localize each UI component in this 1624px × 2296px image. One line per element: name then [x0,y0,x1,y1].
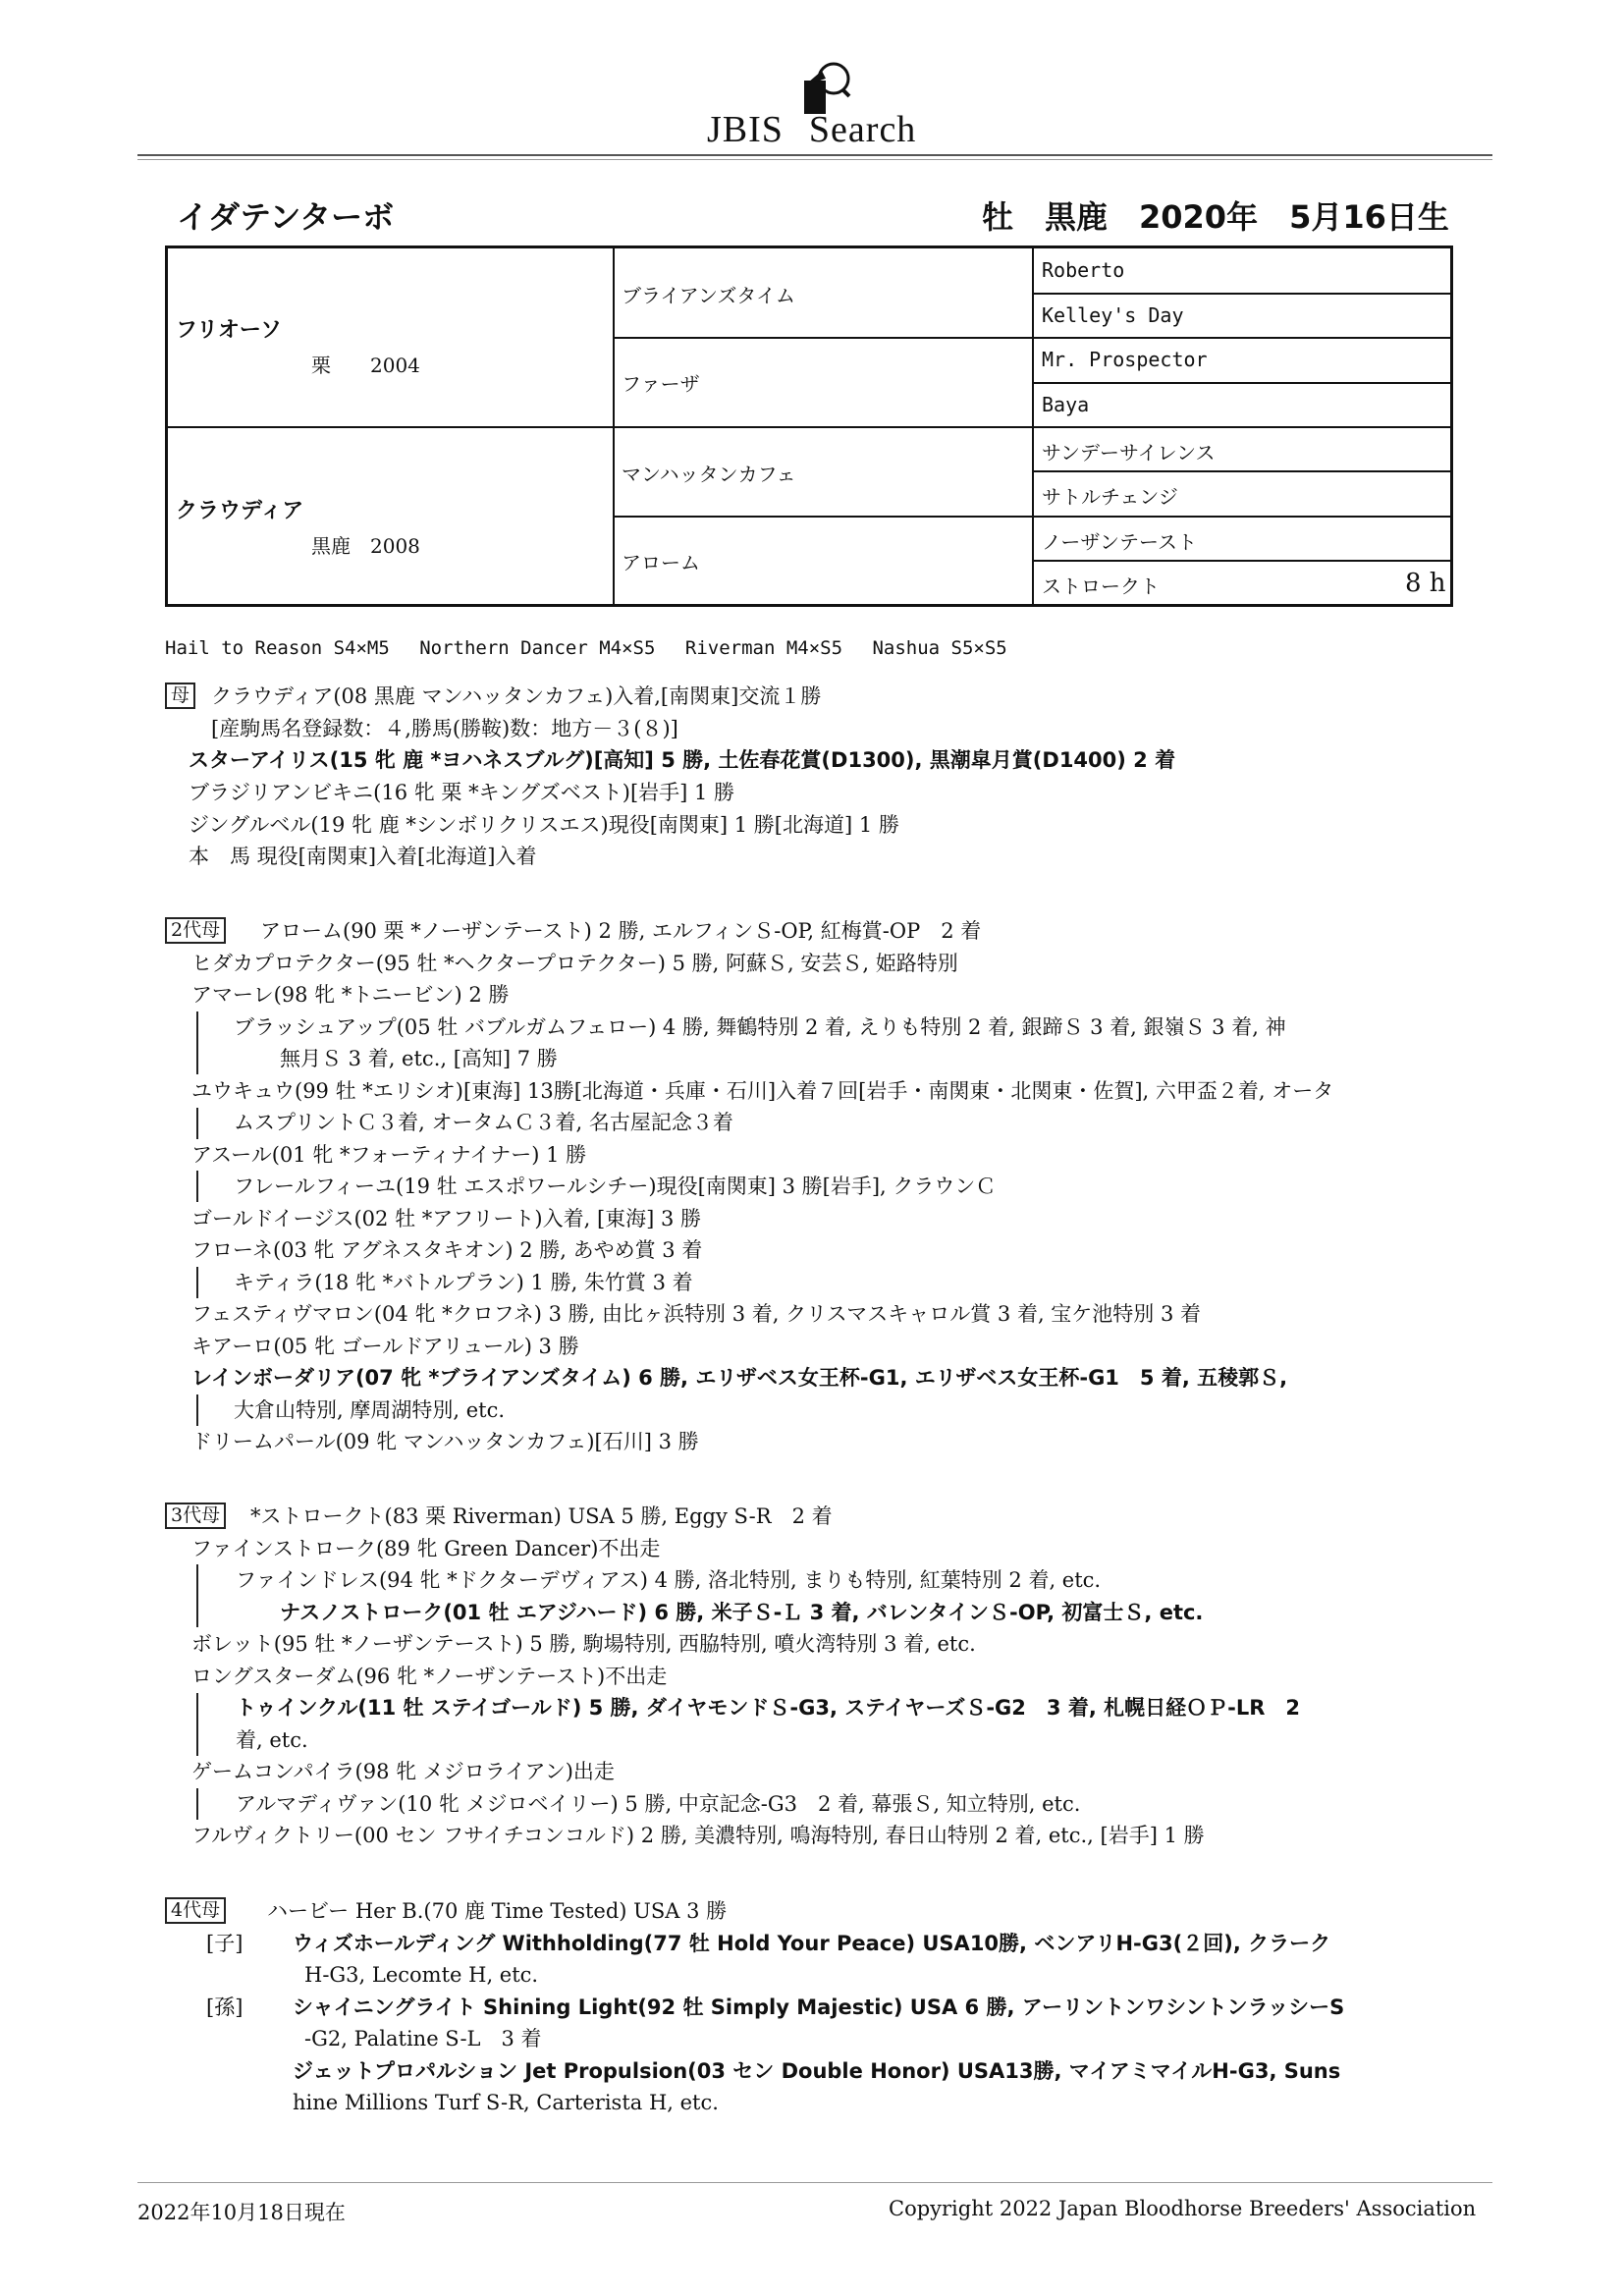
pedigree-right-1: Roberto [1042,258,1125,282]
pedigree-right-5: サンデーサイレンス [1042,441,1216,465]
pedigree-mid-4: アローム [622,551,700,574]
footer-date: 2022年10月18日現在 [137,2201,346,2224]
text-line: スターアイリス(15 牝 鹿 *ヨハネスブルグ)[高知] 5 勝, 土佐春花賞(D1300), 黒潮皐月賞(D1400) 2 着 [189,748,1176,772]
text-line: 本 馬 現役[南関東]入着[北海道]入着 [189,845,537,868]
indent-bar [196,1788,198,1820]
indent-bar [196,1108,198,1139]
text-line: -G2, Palatine S-L 3 着 [304,2027,542,2050]
text-line: ボレット(95 牡 *ノーザンテースト) 5 勝, 駒場特別, 西脇特別, 噴火湾特別 3 着, etc. [191,1632,976,1656]
indent-bar [196,1171,198,1202]
text-line: ムスプリントＣ３着, オータムＣ３着, 名古屋記念３着 [234,1111,733,1134]
text-line: トゥインクル(11 牡 ステイゴールド) 5 勝, ダイヤモンドＳ-G3, ステイヤーズＳ-G2 3 着, 札幌日経ＯＰ-LR 2 [236,1696,1300,1720]
text-line: キティラ(18 牝 *バトルプラン) 1 勝, 朱竹賞 3 着 [234,1271,693,1294]
indent-bar [196,1564,198,1627]
text-line: ウィズホールディング Withholding(77 牡 Hold Your Peace) USA10勝, ベンアリH-G3(２回), クラーク [293,1932,1331,1955]
text-line: 大倉山特別, 摩周湖特別, etc. [234,1398,506,1422]
text-line: ジェットプロパルション Jet Propulsion(03 セン Double Honor) USA13勝, マイアミマイルH-G3, Suns [293,2059,1341,2083]
pedigree-mid-1: ブライアンズタイム [622,284,795,307]
text-line: 着, etc. [236,1728,308,1752]
dam-detail: 黒鹿 2008 [311,534,420,558]
pedigree-right-6: サトルチェンジ [1042,485,1178,509]
section-tag: 4代母 [165,1897,226,1924]
indent-bar [196,1394,198,1426]
logo-jbis: JBIS [707,109,784,150]
footer-rule [137,2182,1492,2183]
pedigree-right-2: Kelley's Day [1042,303,1184,327]
text-line: アローム(90 栗 *ノーザンテースト) 2 勝, エルフィンＳ-OP, 紅梅賞-OP 2 着 [260,919,982,943]
pedigree-right-7: ノーザンテースト [1042,530,1197,554]
text-line: ゴールドイージス(02 牡 *アフリート)入着, [東海] 3 勝 [191,1207,702,1230]
header-rule [137,154,1492,156]
text-line: ハービー Her B.(70 鹿 Time Tested) USA 3 勝 [267,1899,728,1923]
dam-cell [176,494,420,559]
indent-bar [196,1011,198,1074]
indent-bar [196,1693,198,1756]
text-line: ファインストローク(89 牝 Green Dancer)不出走 [191,1537,661,1560]
jbis-search-logo [0,57,1624,150]
text-line: シャイニングライト Shining Light(92 牡 Simply Majestic) USA 6 勝, アーリントンワシントンラッシーS [293,1995,1345,2019]
logo-text [707,108,916,151]
pedigree-mid-2: ファーザ [622,372,700,396]
text-line: ジングルベル(19 牝 鹿 *シンボリクリスエス)現役[南関東] 1 勝[北海道] 1 勝 [189,813,899,837]
logo-search: Search [808,109,917,150]
text-line: ユウキュウ(99 牡 *エリシオ)[東海] 13勝[北海道・兵庫・石川]入着７回[岩手・南関東・北関東・佐賀], 六甲盃２着, オータ [191,1079,1334,1103]
text-line: ファインドレス(94 牝 *ドクターデヴィアス) 4 勝, 洛北特別, まりも特別, 紅葉特別 2 着, etc. [236,1568,1102,1592]
footer-copyright: Copyright 2022 Japan Bloodhorse Breeders' Association [889,2197,1477,2220]
pedigree-right-3: Mr. Prospector [1042,348,1208,371]
text-line: フルヴィクトリー(00 セン フサイチコンコルド) 2 勝, 美濃特別, 鳴海特別, 春日山特別 2 着, etc., [岩手] 1 勝 [191,1824,1205,1847]
pedigree-right-8: ストロークト [1042,574,1160,598]
text-line: アマーレ(98 牝 *トニービン) 2 勝 [191,983,510,1007]
text-line: ブラッシュアップ(05 牡 バブルガムフェロー) 4 勝, 舞鶴特別 2 着, えりも特別 2 着, 銀蹄Ｓ 3 着, 銀嶺Ｓ 3 着, 神 [234,1015,1286,1039]
pedigree-table [165,246,1453,607]
text-line: ブラジリアンビキニ(16 牝 栗 *キングズベスト)[岩手] 1 勝 [189,781,735,804]
section-tag: 母 [165,683,195,709]
text-line: フェスティヴマロン(04 牝 *クロフネ) 3 勝, 由比ヶ浜特別 3 着, クリスマスキャロル賞 3 着, 宝ケ池特別 3 着 [191,1302,1202,1326]
text-line: [産駒馬名登録数：４,勝馬(勝鞍)数：地方－３(８)] [211,717,678,740]
text-line: H-G3, Lecomte H, etc. [304,1963,539,1987]
text-line: ドリームパール(09 牝 マンハッタンカフェ)[石川] 3 勝 [191,1430,699,1453]
sire-cell [176,313,420,378]
text-line: ヒダカプロテクター(95 牡 *ヘクタープロテクター) 5 勝, 阿蘇Ｓ, 安芸Ｓ, 姫路特別 [191,952,958,975]
text-line: クラウディア(08 黒鹿 マンハッタンカフェ)入着,[南関東]交流１勝 [211,684,822,708]
sire-name: フリオーソ [176,318,283,343]
text-line: アルマディヴァン(10 牝 メジロベイリー) 5 勝, 中京記念-G3 2 着, 幕張Ｓ, 知立特別, etc. [236,1792,1081,1816]
text-line: [孫] [206,1995,244,2019]
horse-name: イダテンターボ [177,198,395,236]
dam-name: クラウディア [176,499,304,523]
text-line: *ストロークト(83 栗 Riverman) USA 5 勝, Eggy S-R 2 着 [250,1504,833,1528]
text-line: [子] [206,1932,244,1955]
text-line: ロングスターダム(96 牝 *ノーザンテースト)不出走 [191,1665,668,1688]
text-line: フローネ(03 牝 アグネスタキオン) 2 勝, あやめ賞 3 着 [191,1238,703,1262]
section-tag: 2代母 [165,917,226,944]
text-line: hine Millions Turf S-R, Carterista H, etc. [293,2091,719,2114]
text-line: 無月Ｓ 3 着, etc., [高知] 7 勝 [280,1047,558,1070]
pedigree-mid-3: マンハッタンカフェ [622,463,796,486]
text-line: レインボーダリア(07 牝 *ブライアンズタイム) 6 勝, エリザベス女王杯-G1, エリザベス女王杯-G1 5 着, 五稜郭Ｓ, [191,1366,1288,1390]
header-rule-thin [137,159,1492,160]
text-line: ゲームコンパイラ(98 牝 メジロライアン)出走 [191,1760,615,1783]
text-line: キアーロ(05 牝 ゴールドアリュール) 3 勝 [191,1335,579,1358]
pedigree-note: 8 h [1405,569,1446,598]
text-line: フレールフィーユ(19 牡 エスポワールシチー)現役[南関東] 3 勝[岩手], クラウンＣ [234,1175,997,1198]
text-line: ナスノストローク(01 牡 エアジハード) 6 勝, 米子Ｓ-Ｌ 3 着, バレンタインＳ-OP, 初富士Ｓ, etc. [280,1601,1204,1624]
pedigree-right-4: Baya [1042,393,1090,416]
inbreeding-line: Hail to Reason S4×M5 Northern Dancer M4×S5 Riverman M4×S5 Nashua S5×S5 [165,637,1007,659]
sire-detail: 栗 2004 [311,354,420,377]
section-tag: 3代母 [165,1503,226,1529]
indent-bar [196,1267,198,1298]
text-line: アスール(01 牝 *フォーティナイナー) 1 勝 [191,1143,587,1167]
horse-info: 牡 黒鹿 2020年 5月16日生 [982,198,1449,236]
